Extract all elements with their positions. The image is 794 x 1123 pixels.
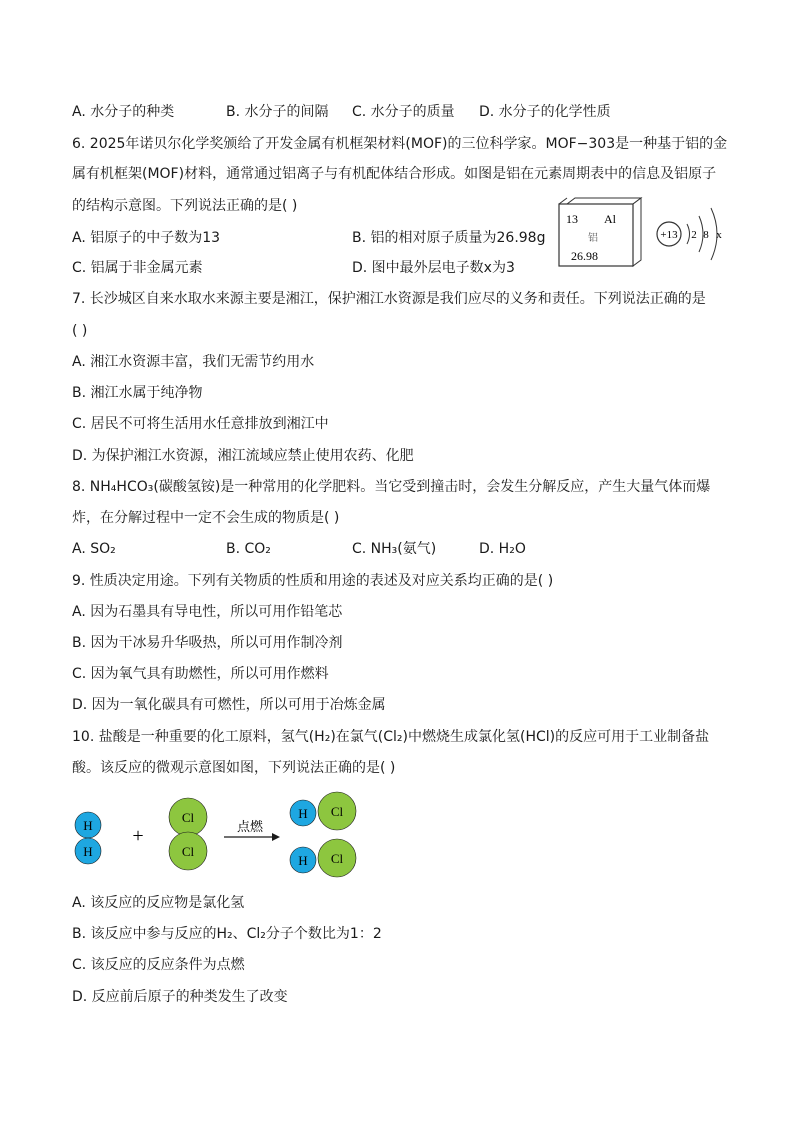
nucleus-charge: +13 xyxy=(660,229,678,241)
aluminum-element-card xyxy=(557,196,643,272)
q7-option-d: D. 为保护湘江水资源，湘江流域应禁止使用农药、化肥 xyxy=(72,448,414,464)
q10-option-d: D. 反应前后原子的种类发生了改变 xyxy=(72,989,288,1005)
q6-option-a: A. 铝原子的中子数为13 xyxy=(72,230,221,246)
q6-stem-line-2: 属有机框架(MOF)材料，通常通过铝离子与有机配体结合形成。如图是铝在元素周期表中的信息及铝原子 xyxy=(72,166,717,182)
svg-text:Cl: Cl xyxy=(330,851,344,866)
q6-option-c: C. 铝属于非金属元素 xyxy=(72,260,203,276)
shell-1-electrons: 2 xyxy=(691,229,697,241)
svg-text:Cl: Cl xyxy=(330,804,344,819)
shell-3-electrons: x xyxy=(716,229,722,241)
aluminum-atom-diagram xyxy=(655,200,727,268)
q8-stem-line-2: 炸，在分解过程中一定不会生成的物质是( ) xyxy=(72,510,340,526)
q8-option-d: D. H₂O xyxy=(479,541,526,557)
q9-stem-line-1: 9. 性质决定用途。下列有关物质的性质和用途的表述及对应关系均正确的是( ) xyxy=(72,573,554,589)
svg-text:H: H xyxy=(298,853,308,868)
svg-text:H: H xyxy=(298,806,308,821)
q9-option-d: D. 因为一氧化碳具有可燃性，所以可用于冶炼金属 xyxy=(72,697,386,713)
atomic-number: 13 xyxy=(566,212,578,226)
plus-sign: + xyxy=(132,825,144,847)
svg-text:Cl: Cl xyxy=(181,810,195,825)
q7-stem-line-1: 7. 长沙城区自来水取水来源主要是湘江，保护湘江水资源是我们应尽的义务和责任。下列说法正确的是 xyxy=(72,291,706,307)
q8-option-b: B. CO₂ xyxy=(226,541,271,557)
q8-option-a: A. SO₂ xyxy=(72,541,116,557)
q7-option-c: C. 居民不可将生活用水任意排放到湘江中 xyxy=(72,416,329,432)
q7-stem-line-2: ( ) xyxy=(72,323,88,339)
reaction-condition: 点燃 xyxy=(236,819,264,834)
q10-option-a: A. 该反应的反应物是氯化氢 xyxy=(72,895,245,911)
shell-2-electrons: 8 xyxy=(703,229,709,241)
q5-option-d: D. 水分子的化学性质 xyxy=(479,104,611,120)
q10-option-c: C. 该反应的反应条件为点燃 xyxy=(72,957,245,973)
q5-option-b: B. 水分子的间隔 xyxy=(226,104,329,120)
q10-stem-line-2: 酸。该反应的微观示意图如图，下列说法正确的是( ) xyxy=(72,760,396,776)
svg-text:Cl: Cl xyxy=(181,844,195,859)
q8-option-c: C. NH₃(氨气) xyxy=(352,541,437,557)
q10-option-b: B. 该反应中参与反应的H₂、Cl₂分子个数比为1：2 xyxy=(72,926,382,942)
element-symbol: Al xyxy=(604,212,616,226)
q7-option-a: A. 湘江水资源丰富，我们无需节约用水 xyxy=(72,354,315,370)
q6-stem-line-1: 6. 2025年诺贝尔化学奖颁给了开发金属有机框架材料(MOF)的三位科学家。MOF−303是一种基于铝的金 xyxy=(72,136,728,152)
reaction-diagram xyxy=(60,785,380,885)
q9-option-a: A. 因为石墨具有导电性，所以可用作铅笔芯 xyxy=(72,604,343,620)
q5-option-c: C. 水分子的质量 xyxy=(352,104,455,120)
q8-stem-line-1: 8. NH₄HCO₃(碳酸氢铵)是一种常用的化学肥料。当它受到撞击时，会发生分解反应，产生大量气体而爆 xyxy=(72,479,711,495)
q6-stem-line-3: 的结构示意图。下列说法正确的是( ) xyxy=(72,198,298,214)
svg-text:H: H xyxy=(83,844,93,859)
q6-option-b: B. 铝的相对原子质量为26.98g xyxy=(352,230,546,246)
q5-option-a: A. 水分子的种类 xyxy=(72,104,175,120)
q10-stem-line-1: 10. 盐酸是一种重要的化工原料，氢气(H₂)在氯气(Cl₂)中燃烧生成氯化氢(HCl)的反应可用于工业制备盐 xyxy=(72,729,710,745)
q9-option-b: B. 因为干冰易升华吸热，所以可用作制冷剂 xyxy=(72,635,343,651)
svg-text:H: H xyxy=(83,818,93,833)
element-name: 铝 xyxy=(588,233,598,244)
q7-option-b: B. 湘江水属于纯净物 xyxy=(72,385,203,401)
relative-atomic-mass: 26.98 xyxy=(571,249,598,263)
q6-option-d: D. 图中最外层电子数x为3 xyxy=(352,260,515,276)
q9-option-c: C. 因为氧气具有助燃性，所以可用作燃料 xyxy=(72,666,329,682)
